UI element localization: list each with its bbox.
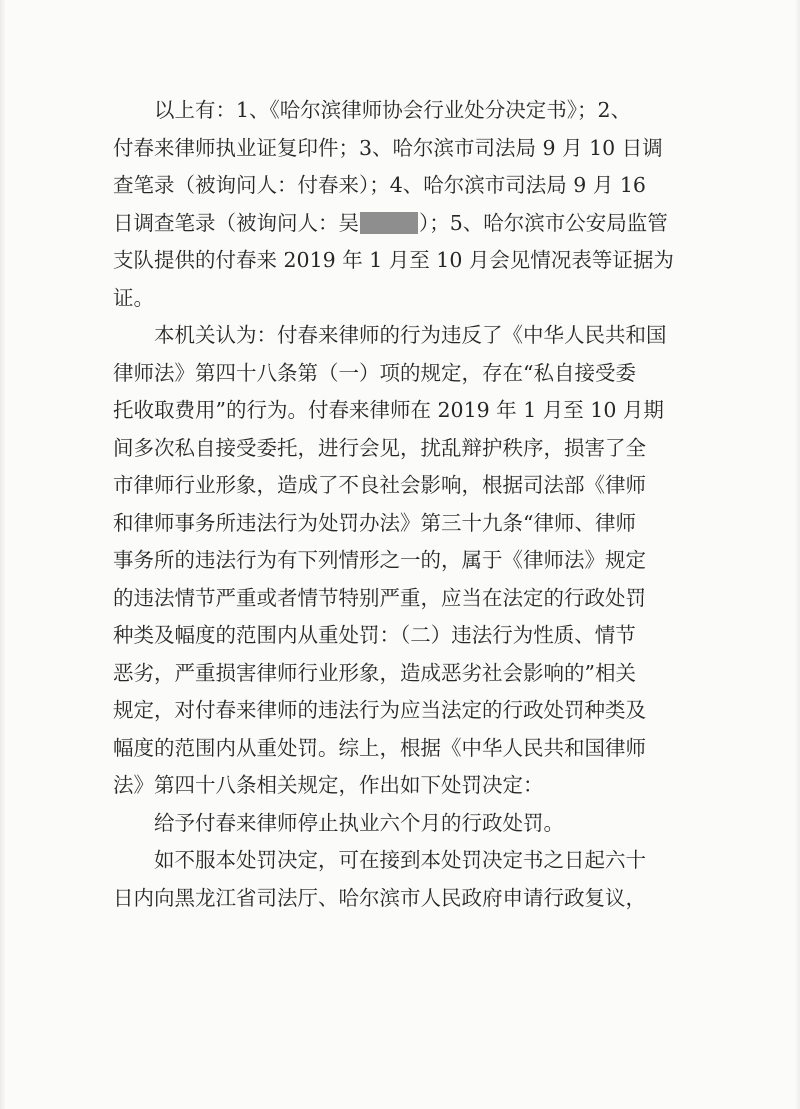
text-line-14: 的违法情节严重或者情节特别严重，应当在法定的行政处罚 (113, 585, 646, 610)
document-body (113, 92, 693, 917)
text-line-18: 幅度的范围内从重处罚。综上，根据《中华人民共和国律师 (113, 735, 646, 760)
text-line-2: 付春来律师执业证复印件；3、哈尔滨市司法局 9 月 10 日调 (113, 135, 663, 160)
text-line-21: 如不服本处罚决定，可在接到本处罚决定书之日起六十 (154, 848, 646, 872)
text-line-22: 日内向黑龙江省司法厅、哈尔滨市人民政府申请行政复议， (113, 885, 646, 910)
text-line-11: 市律师行业形象，造成了不良社会影响，根据司法部《律师 (113, 473, 646, 497)
text-line-13: 事务所的违法行为有下列情形之一的，属于《律师法》规定 (113, 548, 646, 572)
text-line-17: 规定，对付春来律师的违法行为应当法定的行政处罚种类及 (113, 698, 646, 722)
text-line-4-start: 日调查笔录（被询问人：吴 (113, 210, 359, 235)
text-line-16: 恶劣，严重损害律师行业形象，造成恶劣社会影响的”相关 (113, 660, 636, 685)
text-line-20: 给予付春来律师停止执业六个月的行政处罚。 (154, 810, 564, 835)
text-line-6: 证。 (113, 285, 154, 310)
scan-edge-left (0, 0, 6, 1109)
text-line-4 (113, 205, 693, 243)
redaction-block (360, 212, 418, 234)
text-line-5: 支队提供的付春来 2019 年 1 月至 10 月会见情况表等证据为 (113, 248, 674, 272)
text-line-19: 法》第四十八条相关规定，作出如下处罚决定： (113, 773, 544, 797)
text-line-15: 种类及幅度的范围内从重处罚：（二）违法行为性质、情节 (113, 623, 636, 647)
text-line-8: 律师法》第四十八条第（一）项的规定，存在“私自接受委 (113, 360, 636, 385)
scan-edge-right (795, 0, 800, 1109)
text-line-7: 本机关认为：付春来律师的行为违反了《中华人民共和国 (154, 323, 667, 347)
text-line-4-end: ）；5、哈尔滨市公安局监管 (419, 210, 668, 235)
text-line-1: 以上有：1、《哈尔滨律师协会行业处分决定书》；2、 (154, 98, 632, 122)
text-line-9: 托收取费用”的行为。付春来律师在 2019 年 1 月至 10 月期 (113, 398, 664, 422)
text-line-3: 查笔录（被询问人：付春来）；4、哈尔滨市司法局 9 月 16 (113, 173, 646, 197)
text-line-12: 和律师事务所违法行为处罚办法》第三十九条“律师、律师 (113, 510, 636, 535)
text-line-10: 间多次私自接受委托，进行会见，扰乱辩护秩序，损害了全 (113, 435, 646, 460)
